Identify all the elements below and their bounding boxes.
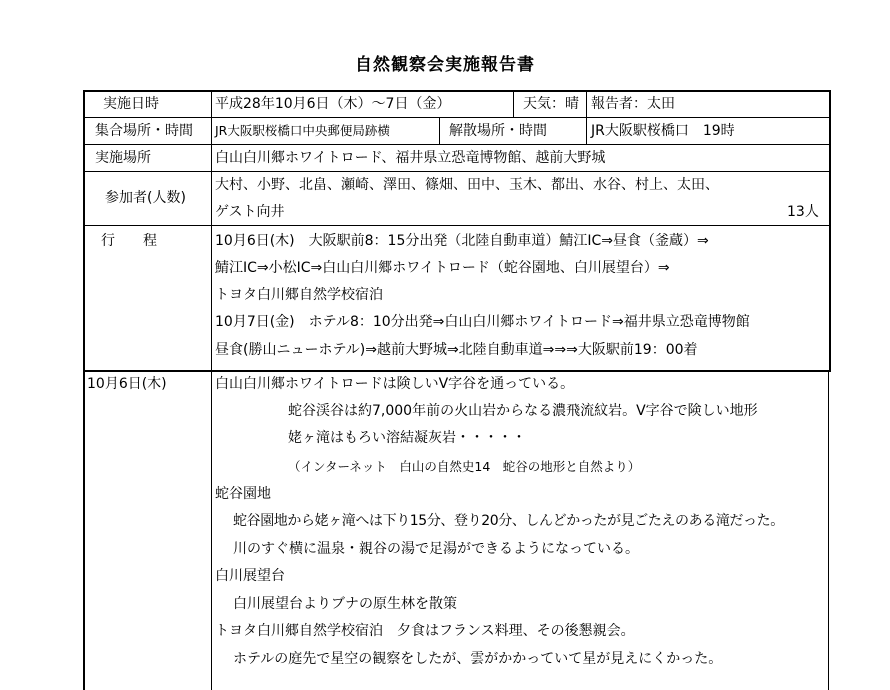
- participants-names-line2: ゲスト向井: [215, 204, 285, 220]
- report-line: 蛇谷園地から姥ヶ滝へは下り15分、登り20分、しんどかったが見ごたえのある滝だった。: [233, 513, 784, 529]
- participants-count: 13人: [787, 204, 819, 220]
- label-column-divider: [211, 90, 212, 690]
- report-line: 川のすぐ横に温泉・親谷の湯で足湯ができるようになっている。: [233, 541, 639, 557]
- report-line: トヨタ白川郷自然学校宿泊 夕食はフランス料理、その後懇親会。: [215, 623, 635, 639]
- table-border-right: [829, 90, 831, 371]
- page-title: 自然観察会実施報告書: [355, 55, 535, 75]
- dismiss-label: 解散場所・時間: [449, 123, 547, 139]
- date-label: 実施日時: [103, 96, 159, 112]
- weather-divider: [513, 90, 514, 117]
- reporter-divider: [586, 90, 587, 117]
- report-line: （インターネット 白山の自然史14 蛇谷の地形と自然より）: [288, 459, 641, 474]
- report-line: 蛇谷園地: [215, 486, 271, 502]
- place-label: 実施場所: [95, 150, 151, 166]
- meeting-label: 集合場所・時間: [95, 123, 193, 139]
- itinerary-line: 10月7日(金) ホテル8：10分出発⇒白山白川郷ホワイトロード⇒福井県立恐竜博物館: [215, 314, 750, 330]
- dismiss-divider: [439, 117, 440, 144]
- place-value: 白山白川郷ホワイトロード、福井県立恐竜博物館、越前大野城: [215, 150, 606, 166]
- report-line: 白川展望台: [215, 568, 285, 584]
- table-border-right: [828, 372, 829, 690]
- dismiss-value: JR大阪駅桜橋口 19時: [591, 123, 735, 139]
- report-line: 白山白川郷ホワイトロードは険しいV字谷を通っている。: [215, 376, 575, 392]
- row-divider: [83, 144, 831, 145]
- row-divider: [83, 117, 831, 118]
- row-divider: [83, 171, 831, 172]
- row-divider: [83, 225, 831, 226]
- report-date-label: 10月6日(木): [87, 376, 167, 392]
- date-value: 平成28年10月6日（木）～7日（金）: [215, 96, 451, 112]
- weather-value: 天気：晴: [523, 96, 579, 112]
- participants-label: 参加者(人数): [105, 190, 186, 206]
- report-line: 姥ヶ滝はもろい溶結凝灰岩・・・・・: [288, 430, 526, 446]
- meeting-value: JR大阪駅桜橋口中央郵便局跡横: [215, 123, 390, 138]
- itinerary-line: 昼食(勝山ニューホテル)⇒越前大野城⇒北陸自動車道⇒⇒⇒大阪駅前19：00着: [215, 342, 698, 358]
- reporter-value: 報告者：太田: [591, 96, 675, 112]
- report-line: ホテルの庭先で星空の観察をしたが、雲がかかっていて星が見えにくかった。: [233, 651, 723, 667]
- participants-names-line1: 大村、小野、北畠、瀬崎、澤田、篠畑、田中、玉木、都出、水谷、村上、太田、: [215, 177, 719, 193]
- itinerary-line: トヨタ白川郷自然学校宿泊: [215, 287, 383, 303]
- report-line: 蛇谷渓谷は約7,000年前の火山岩からなる濃飛流紋岩。V字谷で険しい地形: [288, 403, 758, 419]
- report-line: 白川展望台よりブナの原生林を散策: [233, 596, 457, 612]
- itinerary-label: 行 程: [101, 233, 157, 249]
- table-border-top: [83, 90, 831, 92]
- table-border-left: [83, 90, 85, 690]
- report-table: [83, 90, 831, 690]
- itinerary-line: 10月6日(木) 大阪駅前8：15分出発（北陸自動車道）鯖江IC⇒昼食（釜蔵）⇒: [215, 233, 709, 249]
- row-divider: [83, 370, 831, 372]
- dismiss-value-divider: [586, 117, 587, 144]
- itinerary-line: 鯖江IC⇒小松IC⇒白山白川郷ホワイトロード（蛇谷園地、白川展望台）⇒: [215, 260, 670, 276]
